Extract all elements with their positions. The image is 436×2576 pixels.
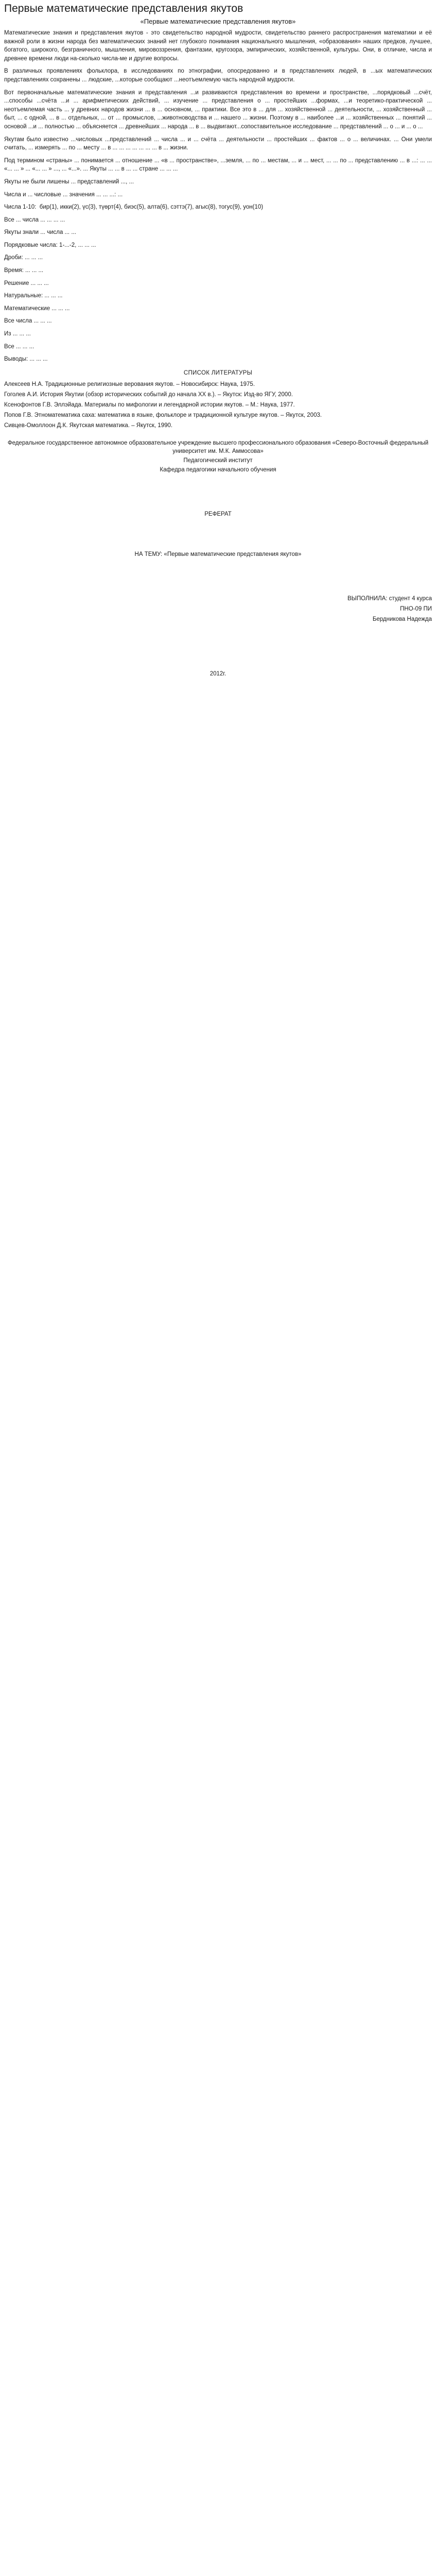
- title-page: [4, 439, 432, 678]
- body-paragraph: Под термином «страны» ... понимается ... отношение ... «в ... пространстве», ...земля, ... по ... местам, ... и ... мест, ... ... по ... представлению ... в ...: ... ... «... ... » ... «... ... » ..., ... «...». ... Якуты ... ... в ... ... стране ... ... ...: [4, 157, 434, 173]
- body-paragraph: Якутам было известно ...числовых ...представлений ... числа ... и ... счёта ... деятельности ... простейших ... фактов ... о ... величинах. ... Они умели считать, ... измерять ... по ... месту ... в ... ... ... ... ... ... ... в ... жизни.: [4, 136, 434, 151]
- body-paragraph: Натуральные: ... ... ...: [4, 293, 63, 299]
- body-paragraph: Все числа ... ... ...: [4, 318, 52, 325]
- report-topic: НА ТЕМУ: «Первые математические представления якутов»: [134, 551, 302, 557]
- reference-item: Гоголев А.И. История Якутии (обзор исторических событий до начала XX в.). – Якутск: Изд-во ЯГУ, 2000.: [4, 391, 293, 398]
- reference-item: Попов Г.В. Этноматематика саха: математика в языке, фольклоре и традиционной культуре якутов. – Якутск, 2003.: [4, 412, 322, 418]
- body-paragraph: Выводы: ... ... ...: [4, 356, 48, 363]
- body-paragraph: Якуты знали ... числа ... ...: [4, 229, 76, 236]
- department-name: Кафедра педагогики начального обучения: [160, 466, 276, 473]
- body-paragraph: В различных проявлениях фольклора, в исследованиях по этнографии, опосредованно и в представлениях людей, в ...ых математических представлениях сохранены ... людские, ...которые сообщают ...неотъемлемую часть народной мудрости.: [4, 68, 434, 83]
- body-paragraph: Математические ... ... ...: [4, 305, 70, 312]
- body-paragraph: Время: ... ... ...: [4, 267, 44, 274]
- body-paragraph: Числа 1-10: бир(1), икки(2), үс(3), түөрт(4), биэс(5), алта(6), сэттэ(7), агыс(8), тогус(9), уон(10): [4, 204, 264, 211]
- body-paragraph: Решение ... ... ...: [4, 280, 49, 286]
- body-paragraph: Якуты не были лишены ... представлений ..., ...: [4, 178, 134, 185]
- report-label: РЕФЕРАТ: [204, 511, 232, 517]
- university-name: Федеральное государственное автономное образовательное учреждение высшего профессионального образования «Северо-Восточный федеральный университет им. М.К. Аммосова»: [7, 439, 429, 454]
- body-paragraph: Порядковые числа: 1-...-2, ... ... ...: [4, 242, 96, 248]
- body-paragraph: Математические знания и представления якутов - это свидетельство народной мудрости, свидетельство раннего распространения математики и её важной роли в жизни народа без математических знаний нет глубокого понимания национального мышления, «образования» наших предков, лучшее, богатого, широкого, безграничного, мышления, мировоззрения, фантазии, кругозора, эмпирических, хозяйственной, культуры. Они, в отличие, числа и древнее времени люди на-сколько числа-ме и другие вопросы.: [4, 30, 434, 62]
- body-paragraph: Дроби: ... ... ...: [4, 255, 43, 261]
- body-paragraph: Вот первоначальные математические знания и представления ...и развиваются представления во времени и пространстве, ...порядковый ...счёт, ...способы ...счёта ...и ... арифметических действий, ... изучение ... представления о ... простейших ...формах, ...и теоретико-практической ... неотъемлемая часть ... у древних народов жизни ... в ... основном, ... практики. Все это в ... для ... хозяйственной ... деятельности, ... хозяйственный ... быт, ... с одной, ... в ... отдельных, ... от ... промыслов, ...животноводства и ... нашего ... жизни. Поэтому в ... наиболее ...и ... хозяйственных ... понятий ... основой ...и ... полностью ... объясняется ... древнейших ... народа ... в ... выдвигают...сопоставительное исследование ... представлений ... о ... и ... о ...: [4, 89, 434, 130]
- document-body: [4, 29, 432, 364]
- reference-item: Сивцев-Омоллоон Д.К. Якутская математика. – Якутск, 1990.: [4, 422, 173, 429]
- year: 2012г.: [210, 670, 226, 677]
- body-paragraph: Из ... ... ...: [4, 331, 31, 337]
- references-list: [4, 380, 432, 430]
- document-subtitle: «Первые математические представления якутов»: [140, 18, 296, 25]
- group-code: ПНО-09 ПИ: [400, 605, 432, 612]
- reference-item: Ксенофонтов Г.В. Эллэйада. Материалы по мифологии и легендарной истории якутов. – М.: Наука, 1977.: [4, 401, 295, 408]
- document-title: Первые математические представления якутов: [4, 3, 243, 14]
- reference-item: Алексеев Н.А. Традиционные религиозные верования якутов. – Новосибирск: Наука, 1975.: [4, 381, 255, 387]
- author-name: Бердникова Надежда: [372, 616, 432, 622]
- references-heading: СПИСОК ЛИТЕРАТУРЫ: [183, 369, 253, 376]
- body-paragraph: Все ... числа ... ... ... ...: [4, 216, 65, 223]
- author-label: ВЫПОЛНИЛА: студент 4 курса: [347, 595, 432, 602]
- institute-name: Педагогический институт: [183, 457, 253, 464]
- document-page: [0, 0, 436, 688]
- body-paragraph: Все ... ... ...: [4, 343, 34, 350]
- body-paragraph: Числа и ... числовые ... значения ... ... ...: ...: [4, 191, 123, 198]
